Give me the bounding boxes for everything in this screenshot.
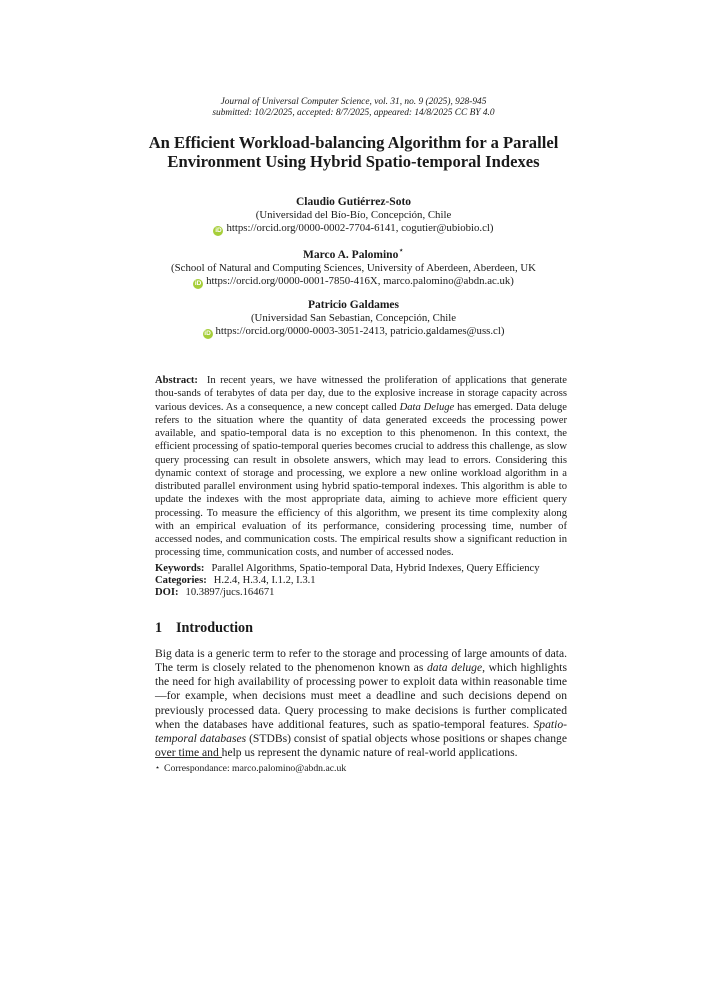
submission-dates: submitted: 10/2/2025, accepted: 8/7/2025, appeared: 14/8/2025 CC BY 4.0	[212, 108, 495, 118]
intro-paragraph	[155, 647, 567, 760]
author-block	[0, 245, 707, 289]
author-affiliation: (School of Natural and Computing Sciences, University of Aberdeen, Aberdeen, UK	[171, 262, 536, 274]
abstract-text: In recent years, we have witnessed the proliferation of applications that generate thou-sands of terabytes of data per day, due to the explosive increase in storage capacity across various devices. As a consequence, a new concept called	[155, 375, 568, 413]
orcid-link[interactable]: https://orcid.org/0000-0003-3051-2413, patricio.galdames@uss.cl)	[215, 325, 505, 338]
journal-citation: Journal of Universal Computer Science, vol. 31, no. 9 (2025), 928-945	[220, 97, 487, 107]
doi-line	[155, 587, 567, 599]
author-block	[0, 298, 707, 339]
section-title-text: Introduction	[176, 620, 253, 636]
intro-text: , which highlights the need for high availability of processing power to exploit data within reasonable time—for example, when decisions must meet a deadline and such decisions depend on previously processed data. Query processing to make decisions is further complicated when the databases have additional features, such as spatio-temporal features.	[155, 661, 567, 731]
orcid-icon[interactable]: iD	[194, 280, 202, 288]
author-name	[0, 298, 707, 312]
author-name-text: Claudio Gutiérrez-Soto	[295, 196, 412, 208]
author-marker: ⋆	[398, 245, 404, 256]
categories-line	[155, 575, 567, 587]
author-name-text: Marco A. Palomino	[303, 249, 399, 261]
paper-title-line-2: Environment Using Hybrid Spatio-temporal Indexes	[167, 152, 540, 171]
keywords-line	[155, 563, 567, 575]
abstract-label: Abstract:	[155, 375, 198, 386]
doi-label: DOI:	[155, 587, 179, 598]
paper-title-line-1: An Efficient Workload-balancing Algorithm for a Parallel	[148, 133, 559, 152]
author-block	[0, 195, 707, 236]
abstract	[155, 374, 567, 560]
orcid-link[interactable]: https://orcid.org/0000-0001-7850-416X, marco.palomino@abdn.ac.uk)	[206, 275, 514, 288]
orcid-icon[interactable]: iD	[215, 227, 222, 235]
categories-value: H.2.4, H.3.4, I.1.2, I.3.1	[213, 575, 316, 586]
intro-text: (STDBs) consist of spatial objects whose positions or shapes change over time and help us represent the dynamic nature of real-world applications.	[155, 731, 567, 760]
author-affiliation: (Universidad del Bío-Bío, Concepción, Chile	[255, 209, 452, 221]
footnote	[155, 762, 346, 775]
author-orcid-line	[0, 275, 707, 289]
keywords-value: Parallel Algorithms, Spatio-temporal Data, Hybrid Indexes, Query Efficiency	[211, 563, 540, 574]
footnote-text: Correspondance: marco.palomino@abdn.ac.uk	[164, 763, 347, 774]
abstract-text: has emerged. Data deluge refers to the situation where the quantity of data generated exceeds the processing power available, and spatio-temporal data is no exception to this phenomenon. In this context, the efficient processing of spatio-temporal queries becomes crucial to address this challenge, as slow query processing can result in obsolete answers, which may lead to errors. Considering this dynamic context of storage and processing, we explore a new online workload algorithm in a distributed parallel environment using hybrid spatio-temporal indexes. This algorithm is able to update the indexes with the most appropriate data, aiming to achieve more efficient query processing. To measure the efficiency of this algorithm, we present its time complexity along with an empirical evaluation of its performance, considering processing time, number of accessed nodes, and communication costs. The empirical results show a significant reduction in processing time, communication costs, and number of accessed nodes.	[155, 401, 567, 559]
doi-link[interactable]: 10.3897/jucs.164671	[185, 587, 275, 598]
orcid-link[interactable]: https://orcid.org/0000-0002-7704-6141, cogutier@ubiobio.cl)	[226, 222, 494, 235]
intro-emphasis: data deluge	[426, 661, 483, 675]
orcid-icon[interactable]: iD	[204, 330, 211, 338]
intro-text: Big data is a generic term to refer to the storage and processing of large amounts of data. The term is closely related to the phenomenon known as	[155, 647, 567, 675]
author-name	[0, 195, 707, 209]
author-affiliation: (Universidad San Sebastian, Concepción, Chile	[250, 312, 457, 324]
author-orcid-line	[0, 325, 707, 339]
section-number: 1	[155, 620, 163, 636]
keywords-label: Keywords:	[155, 563, 205, 574]
intro-emphasis: Spatio-temporal databases	[155, 717, 567, 745]
abstract-emphasis: Data Deluge	[399, 401, 455, 413]
categories-label: Categories:	[155, 575, 207, 586]
author-name	[0, 245, 707, 262]
author-orcid-line	[0, 222, 707, 236]
footnote-marker: ⋆	[155, 763, 161, 772]
author-name-text: Patricio Galdames	[307, 299, 400, 311]
section-heading	[155, 620, 253, 637]
footnote-divider	[155, 757, 222, 758]
